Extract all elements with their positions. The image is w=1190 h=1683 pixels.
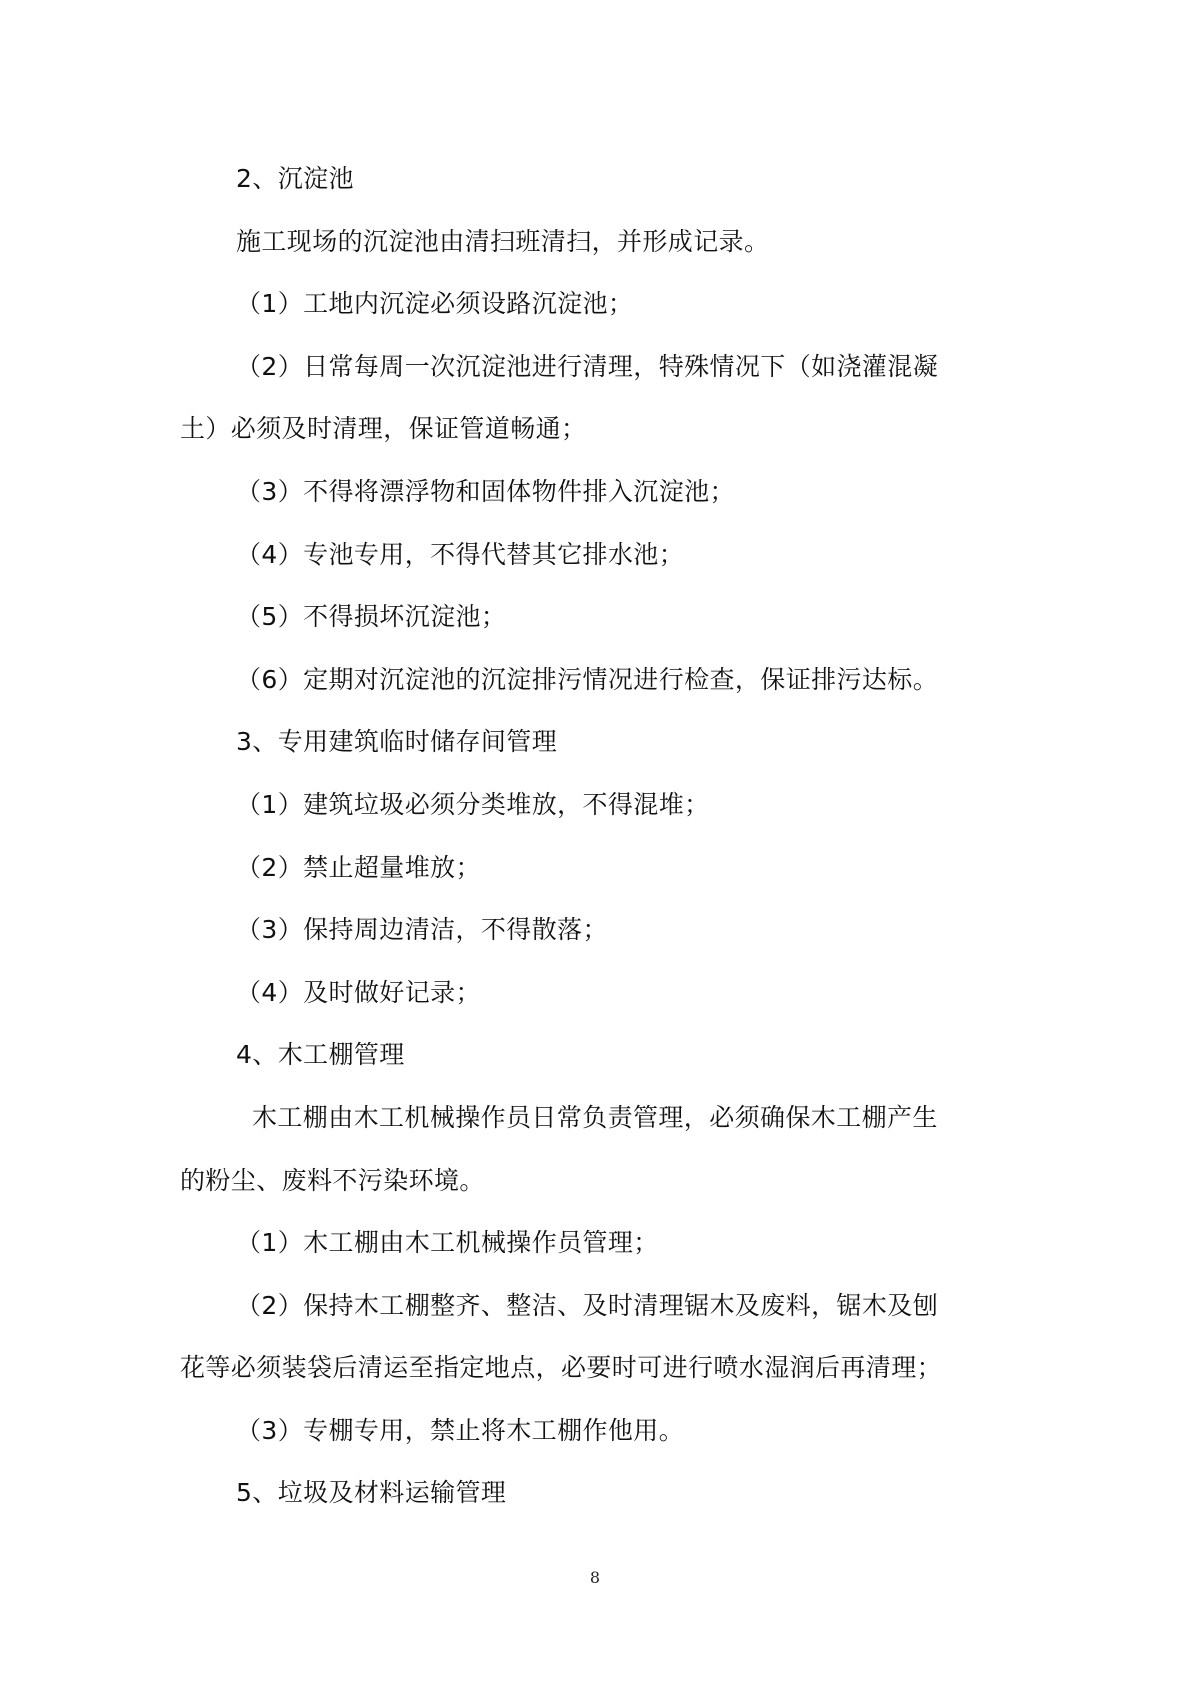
list-item: （2）保持木工棚整齐、整洁、及时清理锯木及废料，锯木及刨 [236,1290,939,1320]
list-item: （2）日常每周一次沉淀池进行清理，特殊情况下（如浇灌混凝 [236,351,939,381]
list-item: （4）及时做好记录； [236,977,481,1007]
list-item: （3）专棚专用，禁止将木工棚作他用。 [236,1415,685,1445]
section-heading-carpentry-shed: 4、木工棚管理 [236,1040,405,1070]
list-item: （6）定期对沉淀池的沉淀排污情况进行检查，保证排污达标。 [236,664,939,694]
paragraph-line-continuation: 的粉尘、废料不污染环境。 [180,1165,485,1195]
list-item: （3）保持周边清洁，不得散落； [236,915,608,945]
paragraph-line: 木工棚由木工机械操作员日常负责管理，必须确保木工棚产生 [252,1102,938,1132]
paragraph-line: 施工现场的沉淀池由清扫班清扫，并形成记录。 [236,226,770,256]
section-heading-waste-transport: 5、垃圾及材料运输管理 [236,1478,507,1508]
document-body [180,148,1015,1525]
list-item: （1）工地内沉淀必须设路沉淀池； [236,289,634,319]
list-item-continuation: 花等必须装袋后清运至指定地点，必要时可进行喷水湿润后再清理； [180,1353,943,1383]
section-heading-sedimentation-tank: 2、沉淀池 [236,164,354,193]
list-item-continuation: 土）必须及时清理，保证管道畅通； [180,414,587,444]
list-item: （1）建筑垃圾必须分类堆放，不得混堆； [236,789,710,819]
list-item: （2）禁止超量堆放； [236,852,481,882]
page-number: 8 [589,1568,601,1587]
list-item: （3）不得将漂浮物和固体物件排入沉淀池； [236,476,735,506]
section-heading-storage-room: 3、专用建筑临时储存间管理 [236,727,558,757]
list-item: （1）木工棚由木工机械操作员管理； [236,1228,659,1258]
list-item: （5）不得损坏沉淀池； [236,602,507,632]
list-item: （4）专池专用，不得代替其它排水池； [236,539,685,569]
